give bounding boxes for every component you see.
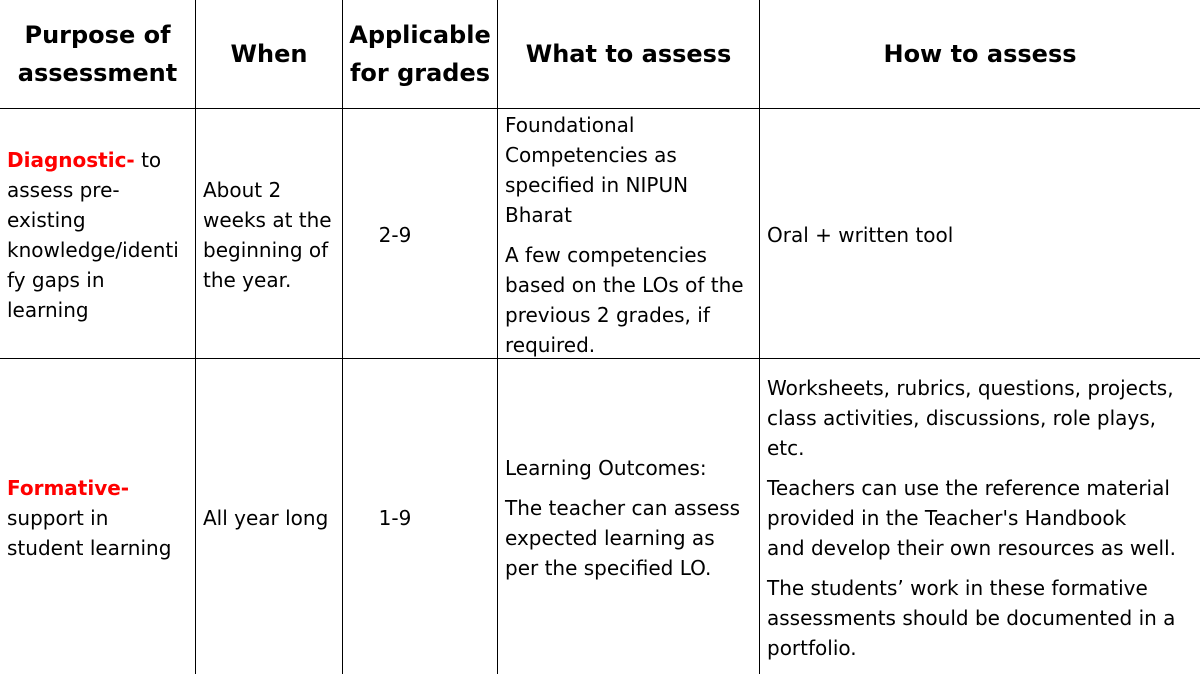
header-when-text: When xyxy=(230,40,308,68)
how-line: The students’ work in these formative xyxy=(767,576,1148,600)
header-grades-text: Applicable for grades xyxy=(349,21,491,87)
what-line: based on the LOs of the xyxy=(505,273,744,297)
header-purpose-text: Purpose of assessment xyxy=(17,21,178,87)
what-line: Foundational xyxy=(505,113,635,137)
how-line: and develop their own resources as well. xyxy=(767,536,1177,560)
how-text: Oral + written tool xyxy=(767,223,954,247)
how-line: Worksheets, rubrics, questions, projects, xyxy=(767,376,1174,400)
row1-how xyxy=(760,220,1200,250)
purpose-line: student learning xyxy=(7,536,172,560)
grades-value: 1-9 xyxy=(378,506,412,530)
formative-label: Formative- xyxy=(7,476,130,500)
how-line: Teachers can use the reference material xyxy=(767,476,1170,500)
purpose-line: learning xyxy=(7,298,89,322)
header-when xyxy=(196,0,342,108)
when-line: beginning of xyxy=(203,238,329,262)
row2-when xyxy=(196,503,342,533)
purpose-line: support in xyxy=(7,506,109,530)
row2-how xyxy=(760,373,1200,663)
diagnostic-label: Diagnostic- xyxy=(7,148,135,172)
header-what xyxy=(498,0,759,108)
row1-grades xyxy=(343,220,447,250)
purpose-text: to xyxy=(134,148,162,172)
what-line: The teacher can assess xyxy=(505,496,741,520)
grades-value: 2-9 xyxy=(378,223,412,247)
row1-when xyxy=(196,175,342,295)
row1-what xyxy=(498,110,759,360)
what-line: required. xyxy=(505,333,596,357)
what-line: Competencies as xyxy=(505,143,677,167)
how-line: assessments should be documented in a xyxy=(767,606,1176,630)
header-grades xyxy=(343,0,497,108)
purpose-first-line xyxy=(7,145,195,175)
header-what-text: What to assess xyxy=(525,40,732,68)
what-line: Bharat xyxy=(505,203,572,227)
row2-purpose xyxy=(0,473,195,563)
what-line: Learning Outcomes: xyxy=(505,456,707,480)
what-line: A few competencies xyxy=(505,243,707,267)
when-line: weeks at the xyxy=(203,208,332,232)
when-line: the year. xyxy=(203,268,292,292)
row2-what xyxy=(498,453,759,583)
what-line: expected learning as xyxy=(505,526,715,550)
what-line: previous 2 grades, if xyxy=(505,303,710,327)
how-line: class activities, discussions, role plays, xyxy=(767,406,1157,430)
purpose-line: assess pre- xyxy=(7,178,120,202)
when-line: About 2 xyxy=(203,178,282,202)
how-line: etc. xyxy=(767,436,805,460)
header-how-text: How to assess xyxy=(883,40,1077,68)
purpose-line: knowledge/identi xyxy=(7,238,179,262)
what-line: per the specified LO. xyxy=(505,556,712,580)
when-text: All year long xyxy=(203,506,329,530)
header-how xyxy=(760,0,1200,108)
how-line: provided in the Teacher's Handbook xyxy=(767,506,1127,530)
purpose-line: existing xyxy=(7,208,86,232)
how-line: portfolio. xyxy=(767,636,857,660)
header-purpose xyxy=(0,0,195,108)
row1-purpose xyxy=(0,145,195,325)
purpose-line: fy gaps in xyxy=(7,268,105,292)
row2-grades xyxy=(343,503,447,533)
row-divider xyxy=(0,108,1200,109)
what-line: specified in NIPUN xyxy=(505,173,689,197)
